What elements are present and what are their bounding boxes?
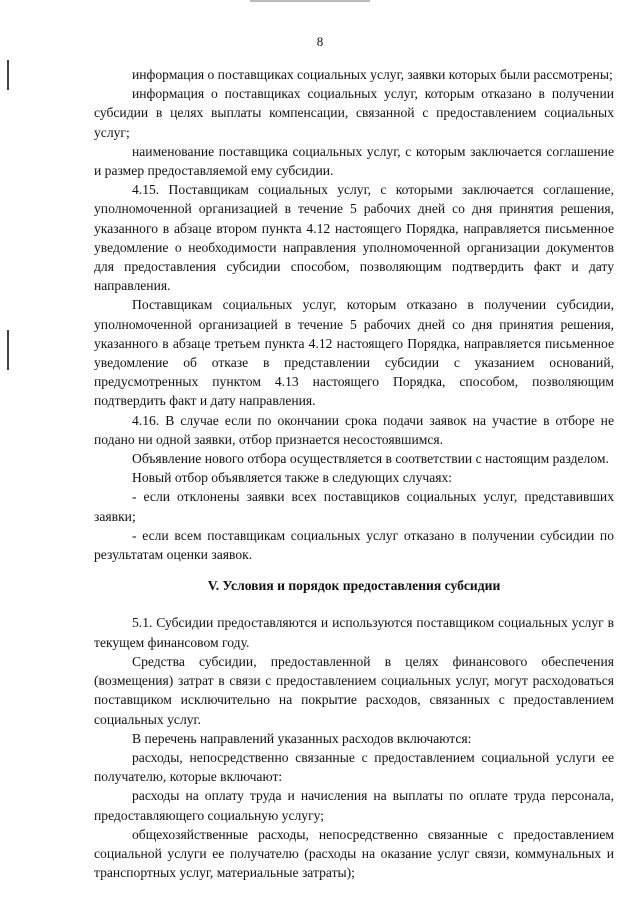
list-item: - если всем поставщикам социальных услуг отказано в получении субсидии по результатам оценки заявок. bbox=[94, 527, 614, 563]
scan-edge-mark bbox=[250, 0, 370, 2]
paragraph: Поставщикам социальных услуг, которым отказано в получении субсидии, уполномоченной организацией в течение 5 рабочих дней со дня принятия решения, указанного в абзаце третьем пункта 4.12 настоящего Порядка, направляется письменное уведомление об отказе в представлении субсидии с указанием оснований, предусмотренных пунктом 4.13 настоящего Порядка, способом, позволяющим подтвердить факт и дату направления. bbox=[94, 297, 614, 409]
paragraph: Средства субсидии, предоставленной в целях финансового обеспечения (возмещения) затрат в связи с предоставлением социальных услуг, могут расходоваться поставщиком исключительно на покрытие расходов, связанных с предоставлением социальных услуг. bbox=[94, 653, 614, 727]
paragraph: наименование поставщика социальных услуг, с которым заключается соглашение и размер предоставляемой ему субсидии. bbox=[94, 143, 614, 179]
section-heading: V. Условия и порядок предоставления субсидии bbox=[207, 578, 501, 594]
document-body bbox=[94, 65, 614, 882]
paragraph: общехозяйственные расходы, непосредственно связанные с предоставлением социальной услуги ее получателю (расходы на оказание услуг связи, коммунальных и транспортных услуг, материальные затраты); bbox=[94, 826, 614, 881]
paragraph: В перечень направлений указанных расходов включаются: bbox=[132, 730, 472, 746]
paragraph: расходы, непосредственно связанные с предоставлением социальной услуги ее получателю, которые включают: bbox=[94, 749, 614, 785]
paragraph: Новый отбор объявляется также в следующих случаях: bbox=[132, 470, 453, 486]
paragraph: информация о поставщиках социальных услуг, заявки которых были рассмотрены; bbox=[132, 67, 613, 82]
paragraph: расходы на оплату труда и начисления на выплаты по оплате труда персонала, предоставляющего социальную услугу; bbox=[94, 788, 614, 823]
page-number: 8 bbox=[316, 34, 324, 49]
scan-edge-mark bbox=[7, 330, 9, 370]
paragraph: информация о поставщиках социальных услуг, которым отказано в получении субсидии в целях выплаты компенсации, связанной с предоставлением социальных услуг; bbox=[94, 86, 614, 140]
paragraph: 4.16. В случае если по окончании срока подачи заявок на участие в отборе не подано ни одной заявки, отбор признается несостоявшимся. bbox=[94, 412, 614, 447]
list-item: - если отклонены заявки всех поставщиков социальных услуг, представивших заявки; bbox=[94, 489, 614, 524]
paragraph: 4.15. Поставщикам социальных услуг, с которыми заключается соглашение, уполномоченной организацией в течение 5 рабочих дней со дня принятия решения, указанного в абзаце втором пункта 4.12 настоящего Порядка, направляется письменное уведомление о необходимости направления уполномоченной организации документов для предоставления субсидии способом, позволяющим подтвердить факт и дату направления. bbox=[94, 182, 614, 294]
paragraph: 5.1. Субсидии предоставляются и используются поставщиком социальных услуг в текущем финансовом году. bbox=[94, 615, 614, 650]
paragraph: Объявление нового отбора осуществляется в соответствии с настоящим разделом. bbox=[132, 451, 609, 467]
scan-edge-mark bbox=[7, 60, 9, 90]
